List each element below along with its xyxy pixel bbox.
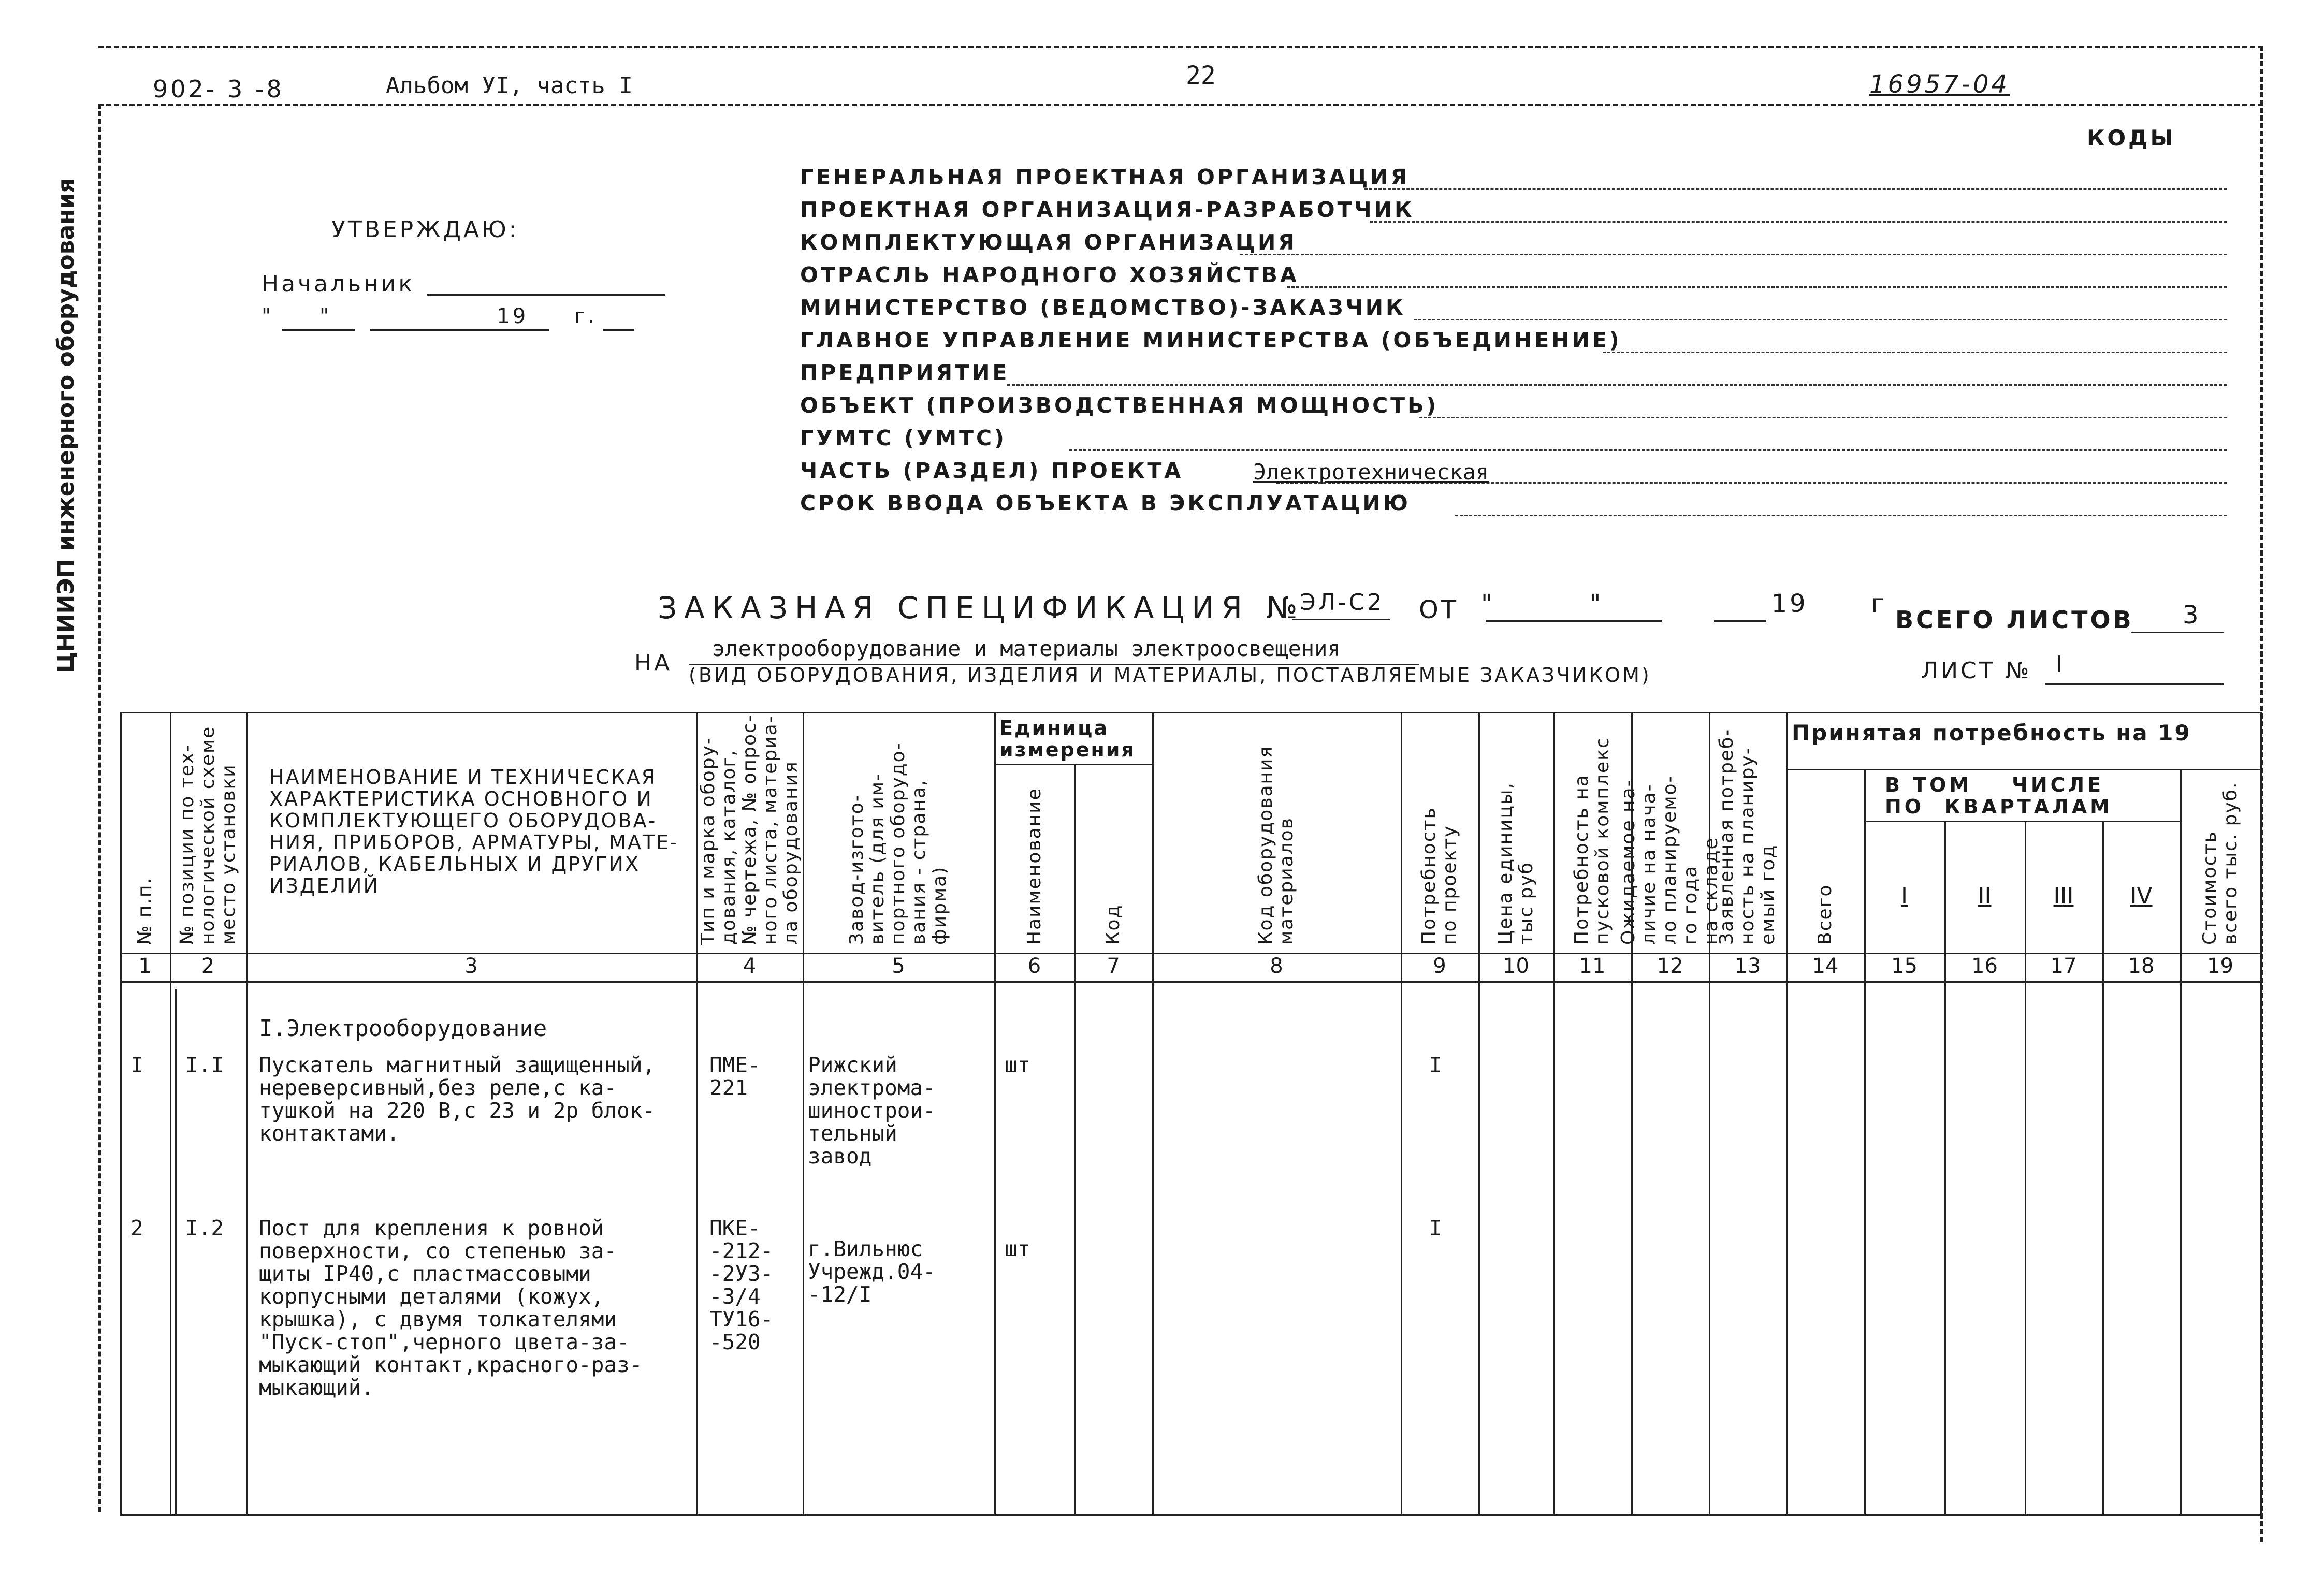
approve-title: УТВЕРЖДАЮ: [331, 216, 519, 243]
org-field-line [1414, 319, 2227, 320]
spec-date-line-1 [1486, 620, 1662, 622]
table-header-6: Наименование [1023, 787, 1045, 945]
row-qty: I [1429, 1053, 1442, 1077]
table-header-15: I [1901, 883, 1908, 909]
quarter-group-header: В ТОМ ЧИСЛЕ ПО КВАРТАЛАМ [1885, 774, 2113, 818]
table-column-line [170, 712, 171, 1514]
table-column-line [803, 712, 804, 1514]
org-field-line [1370, 221, 2227, 223]
codes-label: КОДЫ [2087, 125, 2175, 151]
section-title: I.Электрооборудование [259, 1015, 547, 1042]
table-header-14: Всего [1814, 884, 1836, 945]
table-header-12: Ожидаемое на- личие на нача- ло планируемо- го года на складе [1618, 775, 1722, 945]
row-position: I.I [185, 1053, 224, 1077]
spec-from: ОТ [1419, 595, 1459, 624]
table-column-line [2260, 712, 2262, 1514]
table-header-1: № п.п. [134, 877, 155, 945]
frame-top-second [98, 104, 2263, 106]
row-type: ПКЕ- -212- -2У3- -3/4 ТУ16- -520 [709, 1216, 774, 1354]
table-column-line [2025, 821, 2026, 1514]
table-column-line [246, 712, 248, 1514]
spec-number-line [1292, 619, 1390, 620]
table-column-line [2102, 821, 2104, 1514]
unit-group-header: Единица измерения [999, 717, 1136, 761]
org-field-line [1603, 352, 2227, 353]
column-number: 12 [1657, 954, 1683, 978]
org-field-line [1364, 188, 2227, 190]
org-field-line [1240, 254, 2227, 255]
frame-left [98, 104, 101, 1512]
table-header-7: Код [1102, 904, 1124, 945]
row-maker: г.Вильнюс Учрежд.04- -12/I [808, 1236, 936, 1307]
table-column-line [1864, 769, 1866, 1514]
column-number: 8 [1270, 954, 1283, 978]
table-column-line [1944, 821, 1946, 1514]
approve-date: " " 19 г. [262, 304, 597, 328]
column-number: 19 [2207, 954, 2233, 978]
org-field-value: Электротехническая [1253, 459, 1489, 485]
table-column-line [1152, 712, 1154, 1514]
table-header-19: Стоимость всего тыс. руб. [2199, 781, 2241, 945]
table-header-18: IV [2130, 883, 2153, 909]
sheet-line [2045, 683, 2224, 685]
table-header-4: Тип и марка обору- дования, каталог, № чертежа, № опрос- ного листа, материа- ла оборудования [697, 714, 802, 945]
column-number: 10 [1503, 954, 1529, 978]
column-number: 16 [1971, 954, 1998, 978]
column-number: 14 [1812, 954, 1839, 978]
row-unit: шт [1005, 1053, 1030, 1077]
org-field-line [1069, 449, 2227, 451]
spec-date-line-2 [1714, 620, 1766, 622]
page-number: 22 [1186, 61, 1216, 90]
column-number: 11 [1579, 954, 1606, 978]
table-column-line [1401, 712, 1402, 1514]
spec-subject: электрооборудование и материалы электроосвещения [712, 636, 1341, 661]
column-number: 4 [743, 954, 757, 978]
column-number: 18 [2128, 954, 2155, 978]
column-number: 7 [1107, 954, 1120, 978]
row-number: 2 [130, 1216, 143, 1241]
spec-number: ЭЛ-С2 [1300, 589, 1385, 616]
row-name: Пост для крепления к ровной поверхности, со степенью за- щиты IP40,с пластмассовыми корпусными деталями (кожух, крышка), с двумя толкателями "Пуск-стоп",черного цвета-за- мыкающий контакт,красного-раз- мыкающий. [259, 1216, 643, 1400]
column-number: 1 [138, 954, 152, 978]
column-number: 3 [464, 954, 478, 978]
row-position: I.2 [185, 1216, 224, 1241]
table-column-line [994, 712, 996, 1514]
table-column-line [1553, 712, 1555, 1514]
table-header-16: II [1978, 883, 1992, 909]
approve-date-line-2 [370, 329, 549, 331]
org-field-label: ЧАСТЬ (РАЗДЕЛ) ПРОЕКТА [800, 458, 1184, 483]
table-column-line-double [175, 989, 177, 1514]
spec-date: " " 19 г [1481, 589, 1887, 618]
table-header-10: Цена единицы, тыс руб [1494, 782, 1537, 945]
org-field-label: СРОК ВВОДА ОБЪЕКТА В ЭКСПЛУАТАЦИЮ [800, 491, 1411, 516]
approve-date-line-1 [282, 329, 355, 331]
row-qty: I [1429, 1216, 1442, 1241]
total-sheets-value: 3 [2183, 601, 2201, 630]
approve-date-line-3 [603, 329, 634, 331]
side-stamp: ЦНИИЭП инженерного оборудования [53, 178, 79, 673]
table-header-5: Завод-изгото- витель (для им- портного оборудо- вания - страна, фирма) [846, 742, 950, 945]
column-number: 13 [1734, 954, 1761, 978]
org-field-label: ПРОЕКТНАЯ ОРГАНИЗАЦИЯ-РАЗРАБОТЧИК [800, 197, 1415, 222]
org-field-label: ГУМТС (УМТС) [800, 426, 1007, 450]
table-header-9: Потребность по проекту [1418, 807, 1460, 945]
row-maker: Рижский электрома- шинострои- тельный завод [808, 1053, 936, 1169]
total-sheets-label: ВСЕГО ЛИСТОВ [1895, 606, 2134, 634]
column-number: 17 [2050, 954, 2077, 978]
spec-title: ЗАКАЗНАЯ СПЕЦИФИКАЦИЯ № [658, 590, 1305, 625]
approve-chief-line [427, 294, 665, 296]
table-column-line [1786, 712, 1788, 1514]
table-column-line [1478, 712, 1480, 1514]
sheet-value: I [2056, 651, 2065, 678]
org-field-label: ПРЕДПРИЯТИЕ [800, 360, 1010, 385]
table-top-border [120, 712, 2260, 713]
unit-group-line [994, 764, 1152, 765]
inventory-number: 16957-04 [1869, 70, 2010, 99]
column-number: 2 [201, 954, 215, 978]
row-unit: шт [1005, 1236, 1030, 1261]
quarter-group-line [1864, 821, 2180, 822]
row-name: Пускатель магнитный защищенный, нереверсивный,без реле,с ка- тушкой на 220 В,с 23 и 2р блок- контактами. [259, 1053, 656, 1146]
org-field-line [1419, 417, 2227, 418]
org-field-line [1287, 286, 2227, 288]
org-field-label: ОБЪЕКТ (ПРОИЗВОДСТВЕННАЯ МОЩНОСТЬ) [800, 393, 1439, 418]
spec-on: НА [634, 650, 673, 676]
table-header-11: Потребность на пусковой комплекс [1571, 737, 1613, 945]
column-number: 9 [1433, 954, 1446, 978]
spec-subject-caption: (ВИД ОБОРУДОВАНИЯ, ИЗДЕЛИЯ И МАТЕРИАЛЫ, ПОСТАВЛЯЕМЫЕ ЗАКАЗЧИКОМ) [689, 664, 1651, 687]
table-column-line [2180, 769, 2182, 1514]
org-field-label: МИНИСТЕРСТВО (ВЕДОМСТВО)-ЗАКАЗЧИК [800, 295, 1406, 320]
table-header-2: № позиции по тех- нологической схеме место установки [176, 725, 239, 945]
row-number: I [130, 1053, 143, 1077]
column-number: 6 [1027, 954, 1041, 978]
table-numbers-border [120, 981, 2260, 983]
row-type: ПМЕ- 221 [709, 1053, 761, 1100]
frame-top [98, 46, 2263, 48]
table-header-3: НАИМЕНОВАНИЕ И ТЕХНИЧЕСКАЯ ХАРАКТЕРИСТИКА ОСНОВНОГО И КОМПЛЕКТУЮЩЕГО ОБОРУДОВА- НИЯ, ПРИБОРОВ, АРМАТУРЫ, МАТЕ- РИАЛОВ, КАБЕЛЬНЫХ И ДРУГИХ ИЗДЕЛИЙ [269, 766, 679, 897]
org-field-label: ГЛАВНОЕ УПРАВЛЕНИЕ МИНИСТЕРСТВА (ОБЪЕДИНЕНИЕ) [800, 328, 1622, 353]
album-label: Альбом УI, часть I [386, 72, 633, 99]
accepted-group-header: Принятая потребность на 19 [1792, 720, 2191, 746]
org-field-label: ГЕНЕРАЛЬНАЯ ПРОЕКТНАЯ ОРГАНИЗАЦИЯ [800, 165, 1410, 189]
table-header-8: Код оборудования материалов [1255, 745, 1297, 945]
org-field-line [1007, 384, 2227, 386]
accepted-group-line [1786, 769, 2260, 770]
table-bottom-border [120, 1514, 2260, 1516]
column-number: 5 [892, 954, 905, 978]
doc-code: 902- 3 -8 [153, 75, 284, 103]
approve-chief: Начальник [262, 271, 415, 297]
column-number: 15 [1891, 954, 1918, 978]
table-column-line [1074, 764, 1076, 1514]
table-column-line [120, 712, 122, 1514]
org-field-label: КОМПЛЕКТУЮЩАЯ ОРГАНИЗАЦИЯ [800, 230, 1297, 255]
total-sheets-line [2131, 632, 2224, 633]
table-header-13: Заявленная потреб- ность на планиру- емый год [1716, 728, 1779, 945]
table-header-17: III [2053, 883, 2074, 909]
org-field-line [1455, 515, 2227, 516]
org-field-label: ОТРАСЛЬ НАРОДНОГО ХОЗЯЙСТВА [800, 262, 1299, 287]
sheet-label: ЛИСТ № [1921, 658, 2032, 684]
